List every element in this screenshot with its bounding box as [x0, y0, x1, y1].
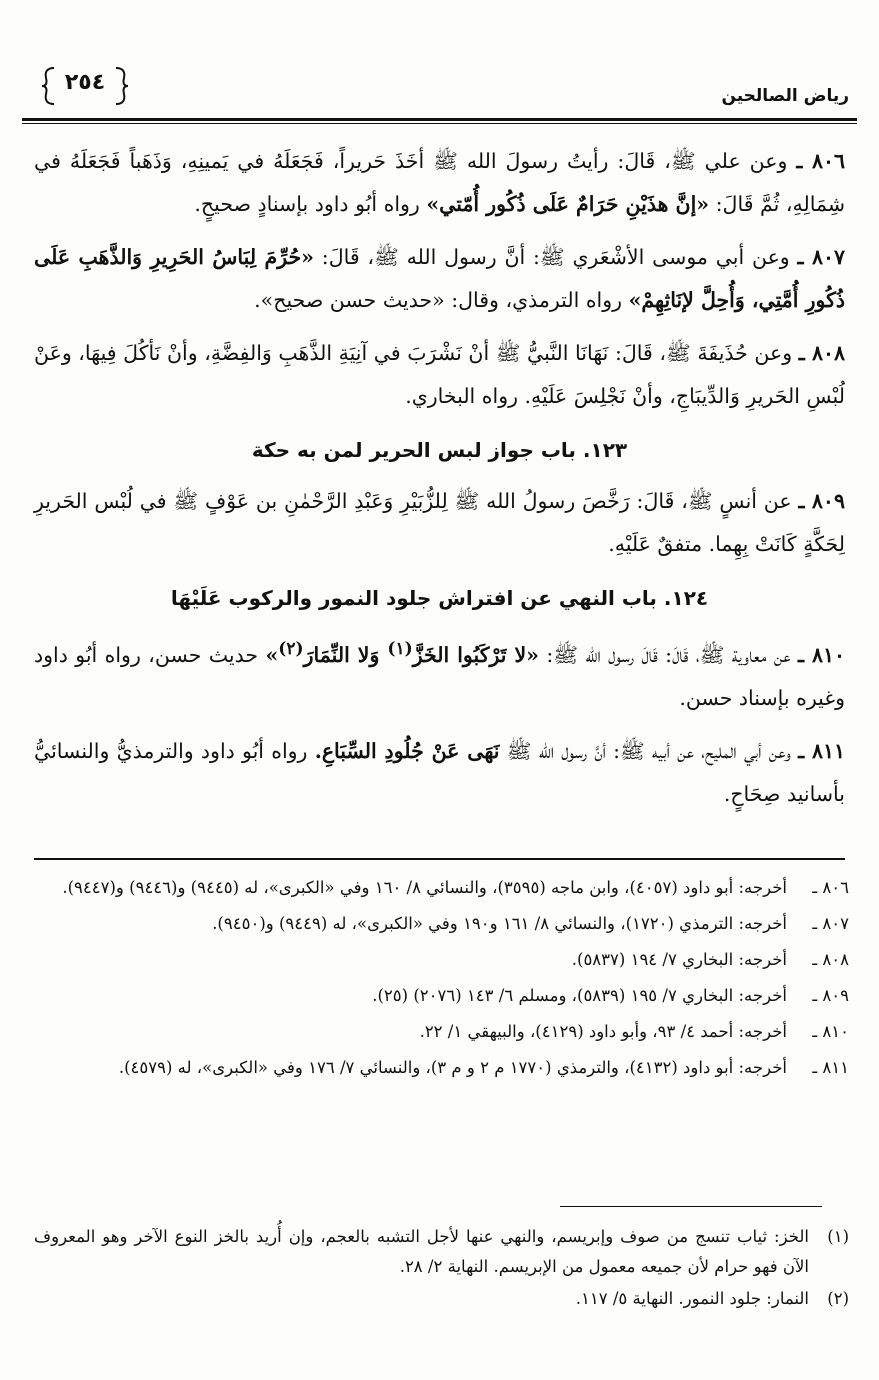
takhrij-row	[34, 908, 849, 940]
footnote-ref-2: (٢)	[278, 639, 304, 659]
hadith-quote: «حُرِّمَ لِبَاسُ الحَرِيرِ وَالذَّهَبِ عَلَى ذُكُورِ أُمَّتِي، وَأُحِلَّ لإنَاثِهِمْ»	[34, 245, 845, 312]
footnote-ref-1: (١)	[387, 639, 413, 659]
chapter-heading-123: ١٢٣. باب جواز لبس الحرير لمن به حكة	[251, 438, 628, 462]
hadith-number: ٨٠٩ ـ	[798, 489, 845, 513]
takhrij-row	[34, 980, 849, 1012]
footnotes	[34, 1222, 849, 1316]
takhrij-number: ٨١١ ـ	[812, 1058, 849, 1077]
page-number: ٢٥٤	[64, 70, 106, 95]
footnote-text: النمار: جلود النمور. النهاية ٥/ ١١٧.	[575, 1289, 809, 1308]
hadith-806	[34, 140, 845, 226]
takhrij-number: ٨١٠ ـ	[812, 1022, 849, 1041]
takhrij-number: ٨٠٧ ـ	[812, 914, 849, 933]
takhrij-number: ٨٠٦ ـ	[812, 878, 849, 897]
takhrij-text: أخرجه: أبو داود (٤٠٥٧)، وابن ماجه (٣٥٩٥)، والنسائي ٨/ ١٦٠ وفي «الكبرى»، له (٩٤٤٥) و(٩٤٤٦) و(٩٤٤٧).	[62, 878, 787, 897]
footnote-number: (٢)	[827, 1289, 849, 1308]
page-number-frame	[40, 64, 130, 104]
footnote-number: (١)	[827, 1227, 849, 1246]
section-divider	[34, 858, 845, 860]
hadith-number: ٨١١ ـ	[798, 738, 846, 763]
takhrij-row	[34, 1052, 849, 1084]
takhrij-text: أخرجه: أحمد ٤/ ٩٣، وأبو داود (٤١٢٩)، والبيهقي ١/ ٢٢.	[419, 1022, 787, 1041]
hadith-number: ٨٠٧ ـ	[797, 245, 845, 269]
quote-part-b: وَلا النِّمَارَ	[303, 642, 380, 667]
footnote-1	[34, 1222, 849, 1282]
quote-part-a: «لا تَرْكَبُوا الخَزَّ	[412, 642, 539, 667]
takhrij-text: أخرجه: البخاري ٧/ ١٩٥ (٥٨٣٩)، ومسلم ٦/ ١٤٣ (٢٠٧٦) (٢٥).	[372, 986, 787, 1005]
hadith-intro: عن معاوية ﷺ، قَالَ: قَالَ رسول الله ﷺ:	[546, 642, 791, 667]
running-title: رياض الصالحين	[721, 86, 849, 106]
hadith-807	[34, 236, 845, 322]
takhrij-row	[34, 944, 849, 976]
hadith-number: ٨٠٦ ـ	[796, 149, 845, 173]
hadith-810	[34, 628, 845, 720]
hadith-outro: حديث حسن، رواه أبُو داود وغيره بإسناد حسن.	[34, 642, 845, 710]
takhrij-row	[34, 1016, 849, 1048]
hadith-quote: «إنَّ هذَيْنِ حَرَامٌ عَلَى ذُكُور أُمّتي»	[426, 192, 710, 216]
hadith-intro: وعن علي ﷺ، قَالَ: رأيتُ رسولَ الله ﷺ أخَذَ حَريراً، فَجَعَلَهُ في يَمينِهِ، وَذَهَباً فَجَعَلَهُ في شِمَالِهِ، ثُمَّ قَالَ:	[34, 149, 845, 216]
hadith-811	[34, 730, 845, 816]
main-text	[34, 140, 845, 826]
hadith-text: عن أنسٍ ﷺ، قَالَ: رَخَّصَ رسولُ الله ﷺ لِلزُّبَيْرِ وَعَبْدِ الرَّحْمٰنِ بن عَوْفٍ ﷺ في لُبْس الحَريرِ لِحَكَّةٍ كَانَتْ بِهِما. متفقٌ عَلَيْهِ.	[34, 489, 845, 556]
takhrij-number: ٨٠٨ ـ	[812, 950, 849, 969]
hadith-text: وعن حُذَيفَةَ ﷺ، قَالَ: نَهَانَا النَّبيُّ ﷺ أنْ نَشْرَبَ في آنِيَةِ الذَّهَبِ وَالفِضَّةِ، وأنْ نَأكُلَ فِيهَا، وعَنْ لُبْسِ الحَريرِ وَالدِّيبَاجِ، وأنْ نَجْلِسَ عَلَيْهِ. رواه البخاري.	[34, 341, 845, 408]
hadith-quote: نَهَى عَنْ جُلُودِ السِّبَاعِ.	[314, 738, 500, 763]
hadith-outro: رواه أبُو داود بإسنادٍ صحيحٍ.	[194, 192, 420, 216]
hadith-outro: رواه الترمذي، وقال: «حديث حسن صحيح».	[254, 288, 623, 312]
hadith-808	[34, 332, 845, 418]
hadith-number: ٨٠٨ ـ	[798, 341, 845, 365]
takhrij-number: ٨٠٩ ـ	[812, 986, 849, 1005]
header-rule-thin	[22, 123, 857, 124]
page-header	[22, 62, 857, 116]
header-rule	[22, 118, 857, 121]
footnote-divider	[560, 1206, 822, 1207]
hadith-number: ٨١٠ ـ	[797, 642, 845, 667]
takhrij-row	[34, 872, 849, 904]
quote-close: »	[265, 642, 279, 667]
footnote-text: الخز: ثياب تنسج من صوف وإبريسم، والنهي عنها لأجل التشبه بالعجم، وإن أُريد بالخز النوع الآخر وهو المعروف الآن فهو حرام لأن جميعه معمول من الإبريسم. النهاية ٢/ ٢٨.	[34, 1227, 809, 1276]
takhrij-text: أخرجه: الترمذي (١٧٢٠)، والنسائي ٨/ ١٦١ و١٩٠ وفي «الكبرى»، له (٩٤٤٩) و(٩٤٥٠).	[212, 914, 787, 933]
footnote-2	[34, 1284, 849, 1314]
chapter-heading-124: ١٢٤. باب النهي عن افتراش جلود النمور والركوب عَلَيْهَا	[170, 586, 709, 610]
takhrij-text: أخرجه: البخاري ٧/ ١٩٤ (٥٨٣٧).	[571, 950, 787, 969]
hadith-intro: وعن أبي المليح، عن أبيه ﷺ: أنَّ رسول الله ﷺ	[506, 738, 791, 763]
takhrij-notes	[34, 872, 849, 1088]
takhrij-text: أخرجه: أبو داود (٤١٣٢)، والترمذي (١٧٧٠ م ٢ و م ٣)، والنسائي ٧/ ١٧٦ وفي «الكبرى»، له (٤٥٧٩).	[118, 1058, 787, 1077]
hadith-quote	[265, 639, 539, 667]
hadith-intro: وعن أبي موسى الأشْعَري ﷺ: أنَّ رسول الله ﷺ، قَالَ:	[321, 245, 790, 269]
hadith-809	[34, 480, 845, 566]
hadith-outro: رواه أبُو داود والترمذيُّ والنسائيُّ بأسانيد صِحَاحٍ.	[34, 738, 845, 806]
